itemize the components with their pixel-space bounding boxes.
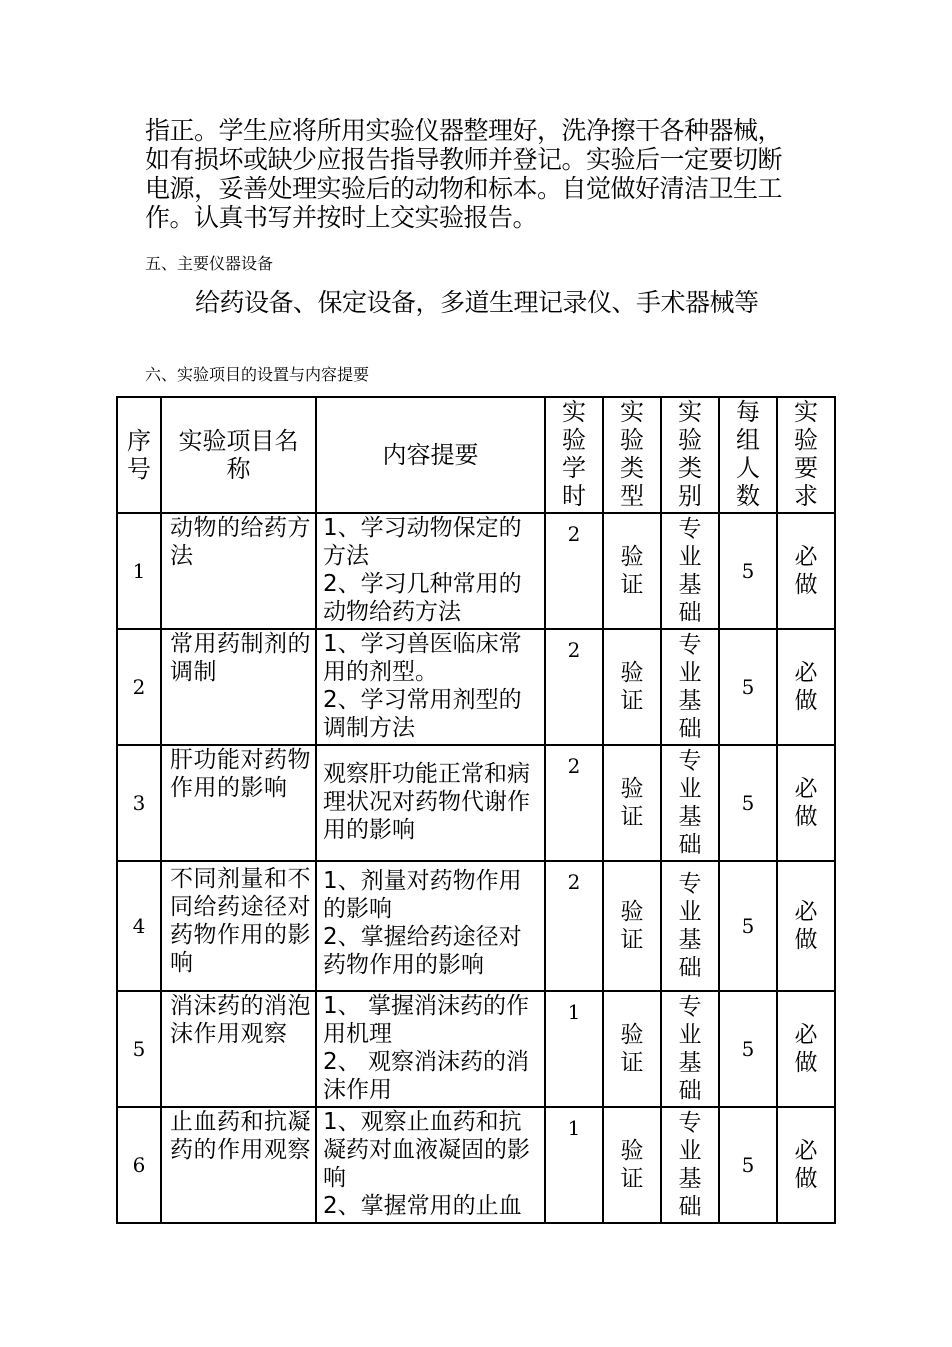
row-hours: 2 — [545, 745, 603, 861]
header-content: 内容提要 — [316, 397, 545, 513]
row-hours: 2 — [545, 861, 603, 991]
table-row — [117, 745, 835, 861]
intro-paragraph — [145, 116, 825, 232]
row-group: 5 — [719, 745, 777, 861]
table-row — [117, 1107, 835, 1223]
content-item: 1、观察止血药和抗凝药对血液凝固的影响 — [323, 1109, 530, 1191]
row-hours: 1 — [545, 1107, 603, 1223]
header-requirement: 实验要求 — [777, 397, 835, 513]
row-seq: 5 — [117, 991, 161, 1107]
row-requirement: 必做 — [777, 861, 835, 991]
row-content — [316, 745, 545, 861]
row-group: 5 — [719, 513, 777, 629]
row-type: 验证 — [603, 629, 661, 745]
row-hours: 1 — [545, 991, 603, 1107]
row-group: 5 — [719, 991, 777, 1107]
row-category: 专业基础 — [661, 861, 719, 991]
row-type: 验证 — [603, 1107, 661, 1223]
row-type: 验证 — [603, 861, 661, 991]
row-content — [316, 513, 545, 629]
row-seq: 4 — [117, 861, 161, 991]
content-item: 2、 观察消沫药的消沫作用 — [323, 1049, 529, 1103]
row-name: 肝功能对药物作用的影响 — [161, 745, 316, 861]
section6-heading: 六、实验项目的设置与内容提要 — [145, 365, 370, 384]
row-content — [316, 861, 545, 991]
header-category: 实验类别 — [661, 397, 719, 513]
content-item: 1、剂量对药物作用的影响 — [323, 868, 522, 922]
content-item: 2、掌握常用的止血 — [323, 1193, 522, 1219]
row-name: 动物的给药方法 — [161, 513, 316, 629]
row-category: 专业基础 — [661, 629, 719, 745]
row-hours: 2 — [545, 513, 603, 629]
content-item: 2、学习几种常用的动物给药方法 — [323, 571, 522, 625]
equipment-list: 给药设备、保定设备，多道生理记录仪、手术器械等 — [195, 288, 759, 317]
content-item: 2、掌握给药途径对药物作用的影响 — [323, 924, 522, 978]
row-category: 专业基础 — [661, 1107, 719, 1223]
row-type: 验证 — [603, 991, 661, 1107]
row-content — [316, 629, 545, 745]
row-category: 专业基础 — [661, 513, 719, 629]
table-row — [117, 991, 835, 1107]
content-item: 1、学习动物保定的方法 — [323, 515, 522, 569]
row-requirement: 必做 — [777, 513, 835, 629]
row-type: 验证 — [603, 513, 661, 629]
row-name: 常用药制剂的调制 — [161, 629, 316, 745]
row-requirement: 必做 — [777, 745, 835, 861]
table-header-row — [117, 397, 835, 513]
table-row — [117, 513, 835, 629]
intro-line: 指正。学生应将所用实验仪器整理好，洗净擦干各种器械， — [145, 116, 783, 145]
intro-line: 电源，妥善处理实验后的动物和标本。自觉做好清洁卫生工 — [145, 174, 783, 203]
row-name: 止血药和抗凝药的作用观察 — [161, 1107, 316, 1223]
header-seq: 序号 — [117, 397, 161, 513]
row-content — [316, 1107, 545, 1223]
intro-line: 如有损坏或缺少应报告指导教师并登记。实验后一定要切断 — [145, 145, 783, 174]
section5-heading: 五、主要仪器设备 — [145, 254, 274, 273]
row-category: 专业基础 — [661, 745, 719, 861]
row-hours: 2 — [545, 629, 603, 745]
intro-line: 作。认真书写并按时上交实验报告。 — [145, 203, 538, 232]
row-requirement: 必做 — [777, 1107, 835, 1223]
header-name: 实验项目名称 — [161, 397, 316, 513]
row-name: 消沫药的消泡沫作用观察 — [161, 991, 316, 1107]
row-name: 不同剂量和不同给药途径对药物作用的影响 — [161, 861, 316, 991]
row-group: 5 — [719, 1107, 777, 1223]
table-row — [117, 861, 835, 991]
header-hours: 实验学时 — [545, 397, 603, 513]
row-requirement: 必做 — [777, 629, 835, 745]
content-item: 1、学习兽医临床常用的剂型。 — [323, 631, 522, 685]
table-row — [117, 629, 835, 745]
header-group: 每组人数 — [719, 397, 777, 513]
row-content — [316, 991, 545, 1107]
row-seq: 2 — [117, 629, 161, 745]
row-seq: 1 — [117, 513, 161, 629]
header-type: 实验类型 — [603, 397, 661, 513]
row-seq: 6 — [117, 1107, 161, 1223]
content-item: 观察肝功能正常和病理状况对药物代谢作用的影响 — [323, 761, 530, 843]
row-group: 5 — [719, 629, 777, 745]
content-item: 2、学习常用剂型的调制方法 — [323, 687, 522, 741]
row-group: 5 — [719, 861, 777, 991]
row-seq: 3 — [117, 745, 161, 861]
experiment-table — [116, 396, 836, 1224]
row-type: 验证 — [603, 745, 661, 861]
content-item: 1、 掌握消沫药的作用机理 — [323, 993, 529, 1047]
row-category: 专业基础 — [661, 991, 719, 1107]
row-requirement: 必做 — [777, 991, 835, 1107]
